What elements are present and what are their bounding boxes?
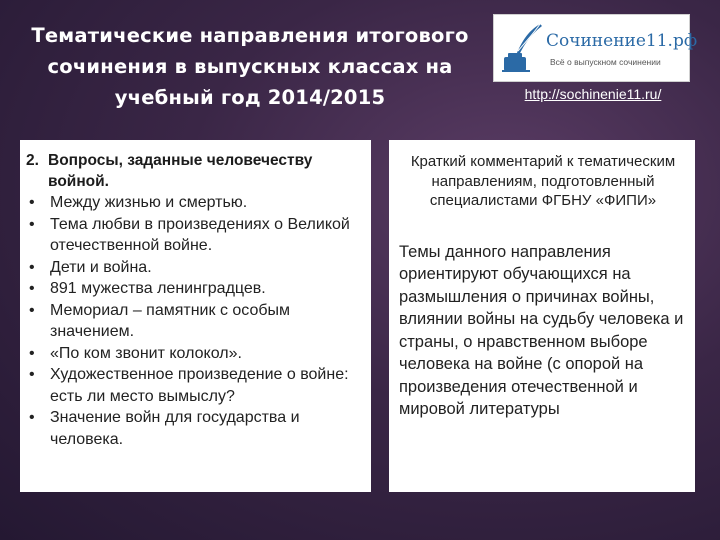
section-title	[26, 150, 365, 192]
list-item	[26, 214, 365, 257]
logo-brand: Сочинение11.рф	[546, 31, 698, 51]
bullet: •	[29, 280, 35, 297]
bullet: •	[29, 344, 35, 362]
list-item-text: «По ком звонит колокол».	[50, 344, 242, 362]
commentary-body: Темы данного направления ориентируют обучающихся на размышления о причинах войны, влиянии войны на судьбу человека и страны, о нравственном выборе человека на войне (с опорой на произведения отечественной и мировой литературы	[399, 242, 684, 418]
list-item	[26, 257, 365, 279]
list-item-text: Тема любви в произведениях о Великой отечественной войне.	[50, 215, 350, 254]
site-logo[interactable]	[493, 14, 698, 82]
inkwell-quill-icon	[500, 21, 546, 75]
section-title-text: Вопросы, заданные человечеству войной.	[48, 152, 313, 190]
bullet: •	[29, 194, 35, 211]
site-link[interactable]: http://sochinenie11.ru/	[524, 86, 662, 102]
list-item	[26, 364, 365, 407]
list-item	[26, 300, 365, 343]
topic-list	[26, 192, 365, 450]
list-item-text: Дети и война.	[50, 258, 152, 276]
list-item	[26, 343, 365, 365]
list-item-text: Художественное произведение о войне: есть ли место вымыслу?	[50, 366, 349, 405]
bullet: •	[29, 215, 35, 233]
page-title	[10, 20, 490, 113]
bullet: •	[29, 258, 35, 276]
list-item-text: 891 мужества ленинградцев.	[50, 280, 266, 297]
title-line: сочинения в выпускных классах на	[47, 55, 453, 78]
commentary-panel	[389, 140, 695, 492]
list-item-text: Между жизнью и смертью.	[50, 194, 248, 211]
title-line: учебный год 2014/2015	[114, 86, 386, 109]
topics-panel	[20, 140, 371, 492]
title-line: Тематические направления итогового	[31, 24, 469, 47]
bullet: •	[29, 366, 35, 383]
logo-tagline: Всё о выпускном сочинении	[550, 57, 661, 67]
section-number: 2.	[26, 152, 39, 169]
list-item-text: Значение войн для государства и человека.	[50, 409, 300, 448]
list-item	[26, 192, 365, 214]
commentary-title: Краткий комментарий к тематическим направлениям, подготовленный специалистами ФГБНУ «ФИПИ»	[410, 153, 676, 209]
list-item-text: Мемориал – памятник с особым значением.	[50, 301, 291, 340]
bullet: •	[29, 301, 35, 319]
list-item	[26, 407, 365, 450]
list-item	[26, 278, 365, 300]
bullet: •	[29, 409, 35, 426]
